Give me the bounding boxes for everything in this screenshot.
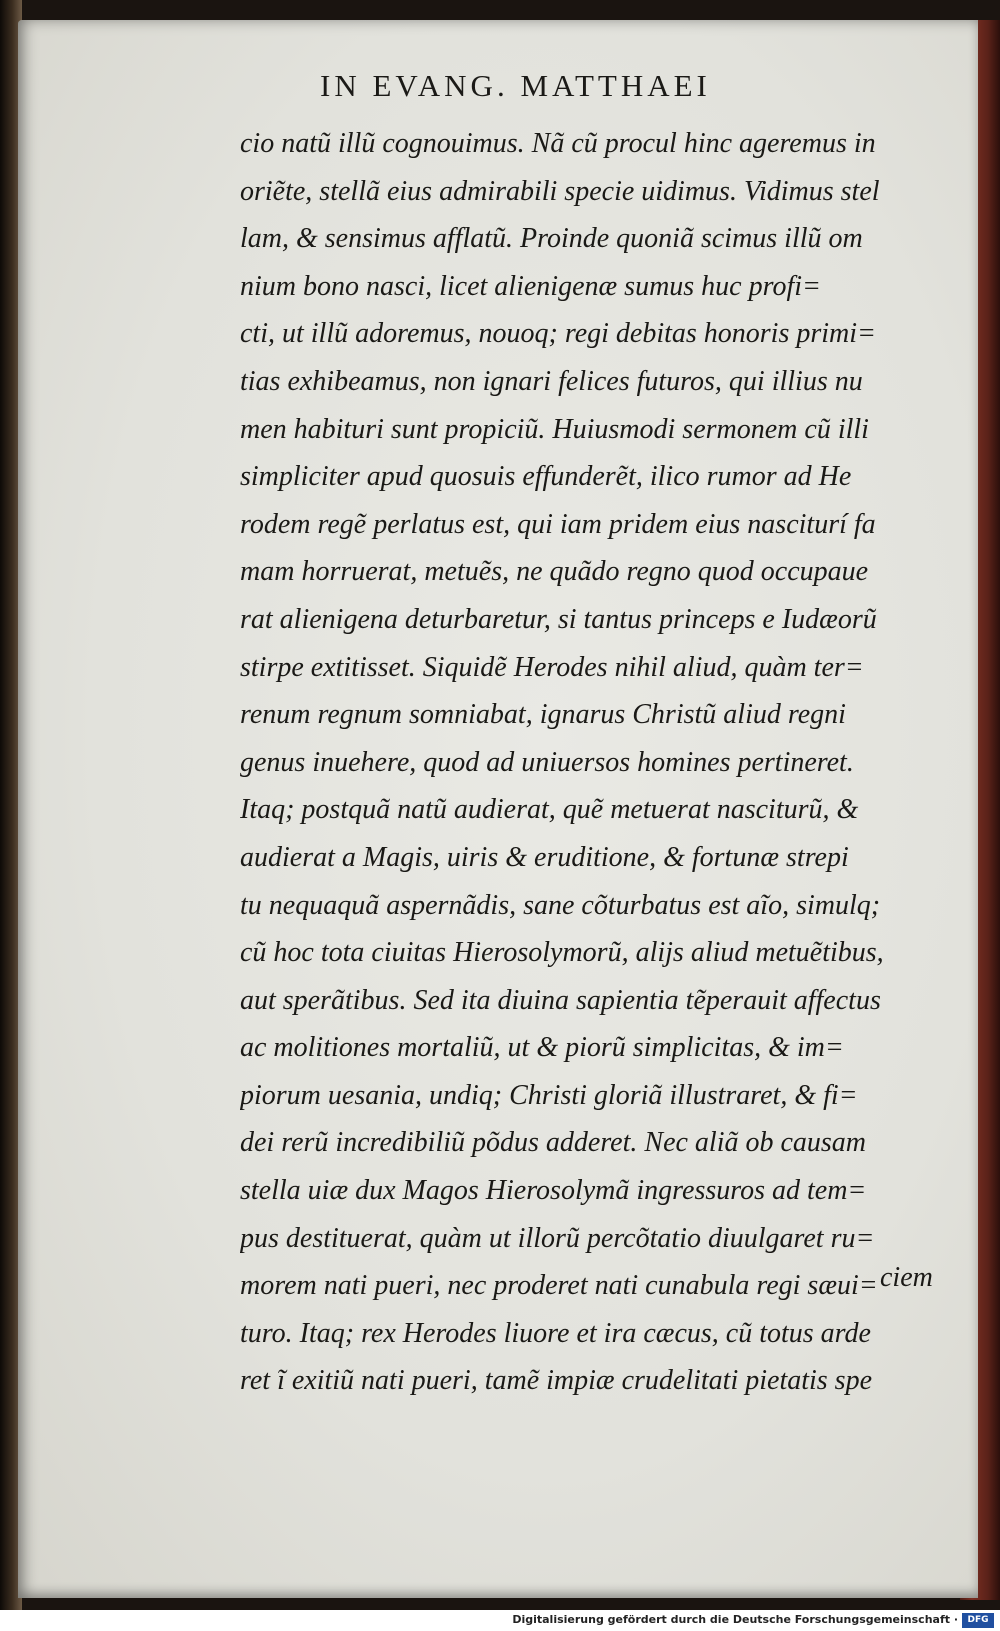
text-line: tu nequaquã aspernãdis, sane cõturbatus est aĩo, simulq;: [240, 889, 881, 921]
text-line: genus inuehere, quod ad uniuersos homines pertineret.: [240, 746, 854, 778]
text-line: rat alienigena deturbaretur, si tantus princeps e Iudæorũ: [240, 603, 877, 635]
text-line: tias exhibeamus, non ignari felices futuros, qui illius nu: [240, 365, 863, 397]
text-line: turo. Itaq; rex Herodes liuore et ira cæcus, cũ totus arde: [240, 1317, 871, 1349]
dfg-logo: DFG: [962, 1613, 994, 1628]
running-head: IN EVANG. MATTHAEI: [320, 68, 711, 103]
text-line: stirpe extitisset. Siquidẽ Herodes nihil aliud, quàm ter=: [240, 651, 864, 683]
text-block: [240, 120, 952, 1405]
text-line: morem nati pueri, nec proderet nati cunabula regi sæui=: [240, 1270, 878, 1302]
text-line: pus destituerat, quàm ut illorũ percõtatio diuulgaret ru=: [240, 1222, 875, 1254]
text-line: piorum uesania, undiq; Christi gloriã illustraret, & fi=: [240, 1079, 858, 1111]
catchword: ciem: [880, 1262, 933, 1293]
text-line: cio natũ illũ cognouimus. Nã cũ procul hinc ageremus in: [240, 128, 876, 159]
text-line: nium bono nasci, licet alienigenæ sumus huc profi=: [240, 270, 821, 302]
digitization-footer: [0, 1610, 1000, 1631]
text-line: ac molitiones mortaliũ, ut & piorũ simplicitas, & im=: [240, 1032, 844, 1064]
text-line: cũ hoc tota ciuitas Hierosolymorũ, alijs aliud metuẽtibus,: [240, 937, 884, 969]
text-line: oriẽte, stellã eius admirabili specie uidimus. Vidimus stel: [240, 175, 880, 207]
text-line: Itaq; postquã natũ audierat, quẽ metuerat nasciturũ, &: [240, 794, 859, 826]
text-line: lam, & sensimus afflatũ. Proinde quoniã scimus illũ om: [240, 223, 863, 255]
text-line: mam horruerat, metuẽs, ne quãdo regno quod occupaue: [240, 556, 869, 588]
text-line: stella uiæ dux Magos Hierosolymã ingressuros ad tem=: [240, 1175, 867, 1207]
footer-credit: Digitalisierung gefördert durch die Deutsche Forschungsgemeinschaft ·: [512, 1613, 958, 1626]
text-line: rodem regẽ perlatus est, qui iam pridem eius nasciturí fa: [240, 508, 876, 540]
text-line: dei rerũ incredibiliũ põdus adderet. Nec aliã ob causam: [240, 1127, 867, 1159]
text-line: aut sperãtibus. Sed ita diuina sapientia tẽperauit affectus: [240, 984, 881, 1016]
text-line: renum regnum somniabat, ignarus Christũ aliud regni: [240, 699, 846, 731]
text-line: audierat a Magis, uiris & eruditione, & fortunæ strepi: [240, 841, 849, 873]
text-line: simpliciter apud quosuis effunderẽt, ilico rumor ad He: [240, 461, 852, 493]
text-line: men habituri sunt propiciũ. Huiusmodi sermonem cũ illi: [240, 413, 869, 445]
text-line: ret ĩ exitiũ nati pueri, tamẽ impiæ crudelitati pietatis spe: [240, 1365, 872, 1397]
text-line: cti, ut illũ adoremus, nouoq; regi debitas honoris primi=: [240, 318, 876, 350]
